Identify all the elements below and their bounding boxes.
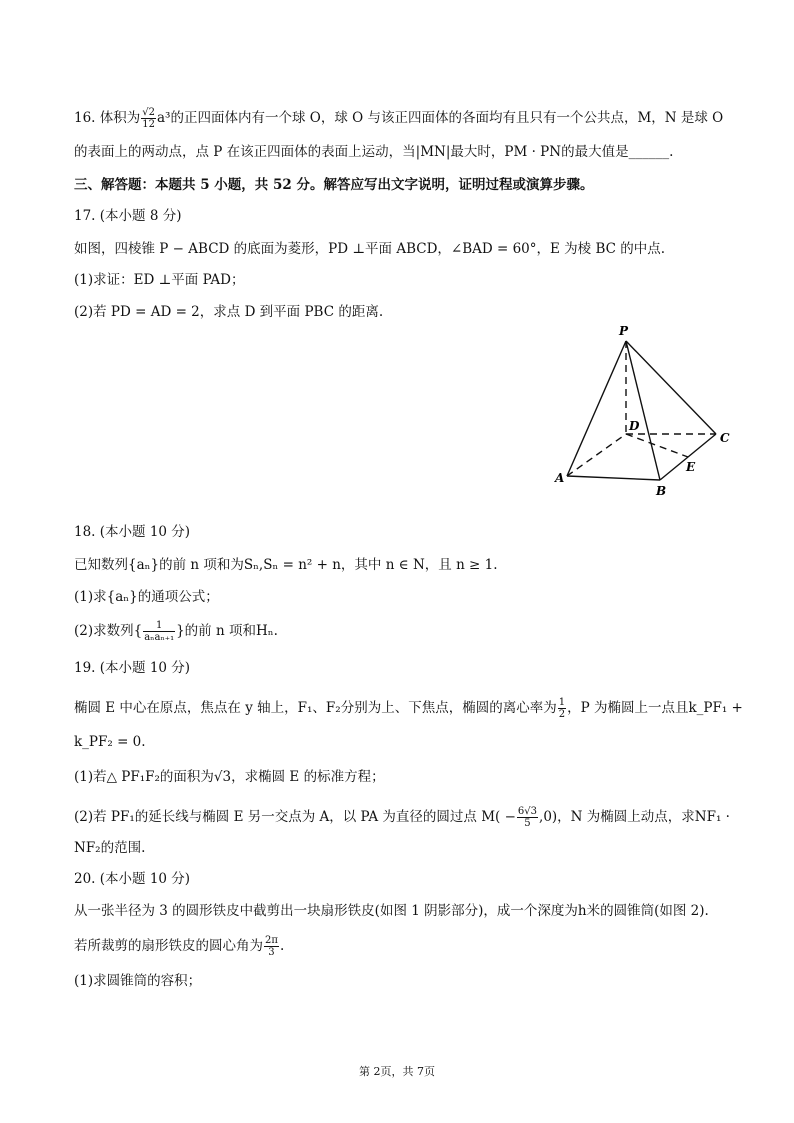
label-A: A (555, 471, 565, 485)
edge-DE (626, 434, 688, 457)
volume-fraction: $\frac{√2}{12}$ (142, 107, 155, 130)
q17-stem: 如图，四棱锥 P − ABCD 的底面为菱形，PD ⊥平面 ABCD，∠BAD = 60°，E 为棱 BC 的中点. (74, 241, 666, 257)
label-E: E (686, 460, 696, 474)
q19-stem-line1: 椭圆 E 中心在原点，焦点在 y 轴上，F₁、F₂分别为上、下焦点，椭圆的离心率为 $\frac{1}{2}$ ，P 为椭圆上一点且k_PF₁ + (74, 697, 743, 720)
q17-part1: (1)求证：ED ⊥平面 PAD； (74, 272, 245, 288)
pyramid-figure (545, 318, 745, 503)
q18-stem: 已知数列{aₙ}的前 n 项和为Sₙ,Sₙ = n² + n，其中 n ∈ N，且 n ≥ 1. (74, 557, 498, 573)
q20-header: 20. (本小题 10 分) (74, 871, 191, 887)
label-C: C (720, 431, 730, 445)
angle-fraction: $\frac{2\pi}{3}$ (265, 935, 278, 958)
page-footer: 第 2页，共 7页 (359, 1065, 435, 1078)
q18-part1: (1)求{aₙ}的通项公式； (74, 589, 219, 605)
point-m-fraction: $\frac{6√3}{5}$ (517, 806, 538, 829)
label-P: P (619, 324, 629, 338)
q19-part2: (2)若 PF₁的延长线与椭圆 E 另一交点为 A，以 PA 为直径的圆过点 M( − $\frac{6√3}{5}$ ,0)，N 为椭圆上动点，求NF₁ · (74, 806, 730, 829)
q19-part1: (1)若△ PF₁F₂的面积为√3，求椭圆 E 的标准方程； (74, 769, 385, 785)
edge-PC (626, 341, 716, 434)
q20-part1: (1)求圆锥筒的容积； (74, 973, 202, 989)
q20-angle-line: 若所裁剪的扇形铁皮的圆心角为 $\frac{2\pi}{3}$ . (74, 935, 285, 958)
edge-PA (567, 341, 626, 476)
q20-stem: 从一张半径为 3 的圆形铁皮中截剪出一块扇形铁皮(如图 1 阴影部分)，成一个深度为h米的圆锥筒(如图 2). (74, 903, 709, 919)
q16-line2: 的表面上的两动点，点 P 在该正四面体的表面上运动，当|MN|最大时，PM · PN的最大值是______. (74, 144, 674, 160)
q16-line1: 16. 体积为 $\frac{√2}{12}$ a³的正四面体内有一个球 O，球 O 与该正四面体的各面均有且只有一个公共点，M，N 是球 O (74, 107, 724, 130)
q18-part2: (2)求数列{ $\frac{1}{\text{aₙaₙ₊₁}}$ }的前 n 项和Hₙ. (74, 620, 278, 643)
q19-header: 19. (本小题 10 分) (74, 660, 191, 676)
edge-PB (626, 341, 660, 480)
q19-stem-line2: k_PF₂ = 0. (74, 734, 146, 750)
q19-part2-line2: NF₂的范围. (74, 840, 146, 856)
label-D: D (629, 419, 640, 433)
q17-header: 17. (本小题 8 分) (74, 208, 182, 224)
eccentricity-fraction: $\frac{1}{2}$ (558, 697, 566, 720)
q18-header: 18. (本小题 10 分) (74, 524, 191, 540)
series-term-fraction: $\frac{1}{\text{aₙaₙ₊₁}}$ (144, 620, 175, 643)
edge-AB (567, 476, 660, 480)
section-3-heading: 三、解答题：本题共 5 小题，共 52 分。解答应写出文字说明，证明过程或演算步骤。 (74, 177, 594, 193)
q17-part2: (2)若 PD = AD = 2，求点 D 到平面 PBC 的距离. (74, 304, 384, 320)
label-B: B (656, 484, 667, 498)
